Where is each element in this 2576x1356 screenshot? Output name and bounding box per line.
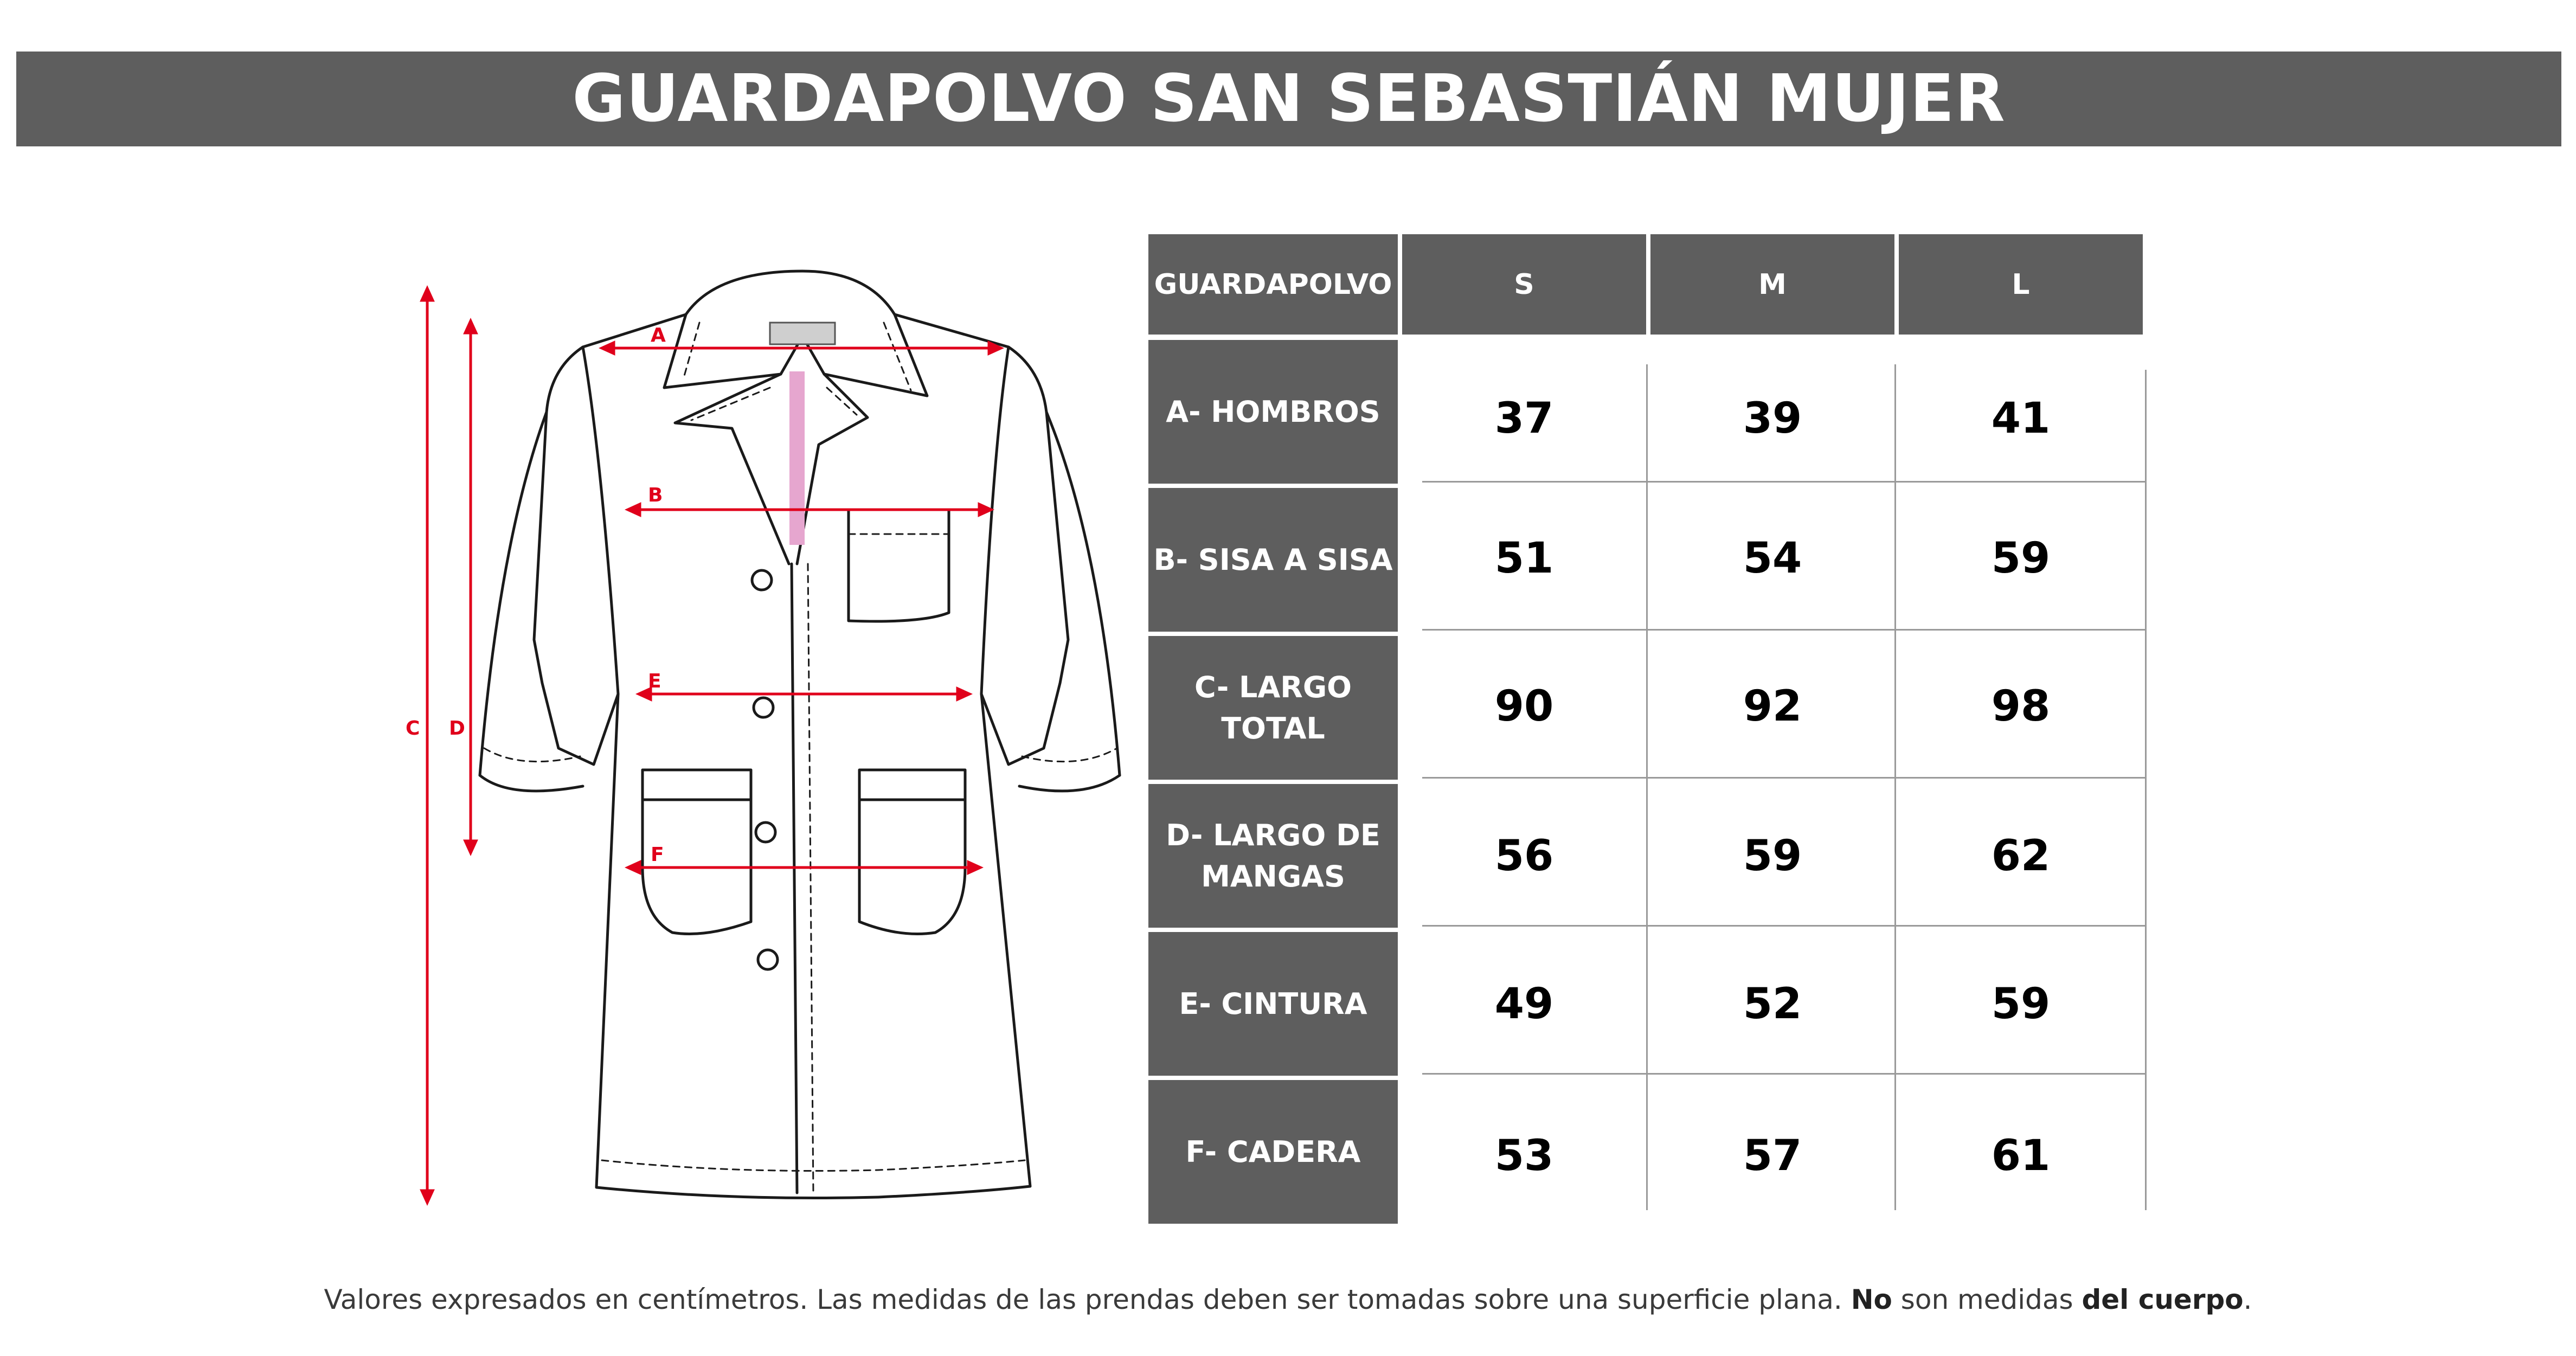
cell-a-s: 37	[1494, 394, 1554, 443]
measure-label-f: F	[651, 844, 664, 866]
cell-d-l: 62	[1991, 831, 2051, 881]
measure-label-c: C	[406, 717, 420, 740]
title-bar	[16, 52, 2561, 146]
size-header-s: S	[1402, 234, 1646, 335]
footnote-bold-cuerpo: del cuerpo	[2082, 1284, 2244, 1315]
cell-a-l: 41	[1991, 394, 2051, 443]
cell-e-m: 52	[1743, 979, 1802, 1029]
cell-d-s: 56	[1494, 831, 1554, 881]
grid-line	[2145, 370, 2147, 1210]
placket-strip	[789, 371, 805, 545]
cell-b-m: 54	[1743, 534, 1802, 583]
footnote-bold-no: No	[1851, 1284, 1892, 1315]
cell-e-l: 59	[1991, 979, 2051, 1029]
footnote-text: .	[2243, 1284, 2252, 1315]
measure-label-b: B	[648, 484, 663, 506]
row-label-largo-total: C- LARGO TOTAL	[1148, 636, 1398, 780]
row-label-cadera: F- CADERA	[1148, 1080, 1398, 1224]
grid-line	[1422, 777, 2146, 779]
lab-coat-diagram	[380, 239, 1160, 1225]
size-header-l: L	[1899, 234, 2143, 335]
cell-b-s: 51	[1494, 534, 1554, 583]
cell-f-m: 57	[1743, 1132, 1802, 1180]
cell-f-l: 61	[1991, 1132, 2051, 1180]
grid-line	[1646, 364, 1648, 1210]
row-label-cintura: E- CINTURA	[1148, 932, 1398, 1076]
size-header-m: M	[1650, 234, 1894, 335]
measure-label-d: D	[449, 717, 465, 740]
row-label-hombros: A- HOMBROS	[1148, 340, 1398, 484]
page-title: GUARDAPOLVO SAN SEBASTIÁN MUJER	[572, 61, 2006, 137]
cell-a-m: 39	[1743, 394, 1802, 443]
cell-c-m: 92	[1743, 682, 1802, 731]
measure-label-e: E	[648, 670, 661, 692]
cell-e-s: 49	[1494, 979, 1554, 1029]
row-label-sisa: B- SISA A SISA	[1148, 488, 1398, 632]
footnote-text: son medidas	[1892, 1284, 2082, 1315]
footnote-text: Valores expresados en centímetros. Las medidas de las prendas deben ser tomadas sobre una superficie plana.	[324, 1284, 1851, 1315]
brand-tag	[770, 323, 835, 344]
measure-label-a: A	[651, 324, 666, 346]
row-label-largo-mangas: D- LARGO DE MANGAS	[1148, 784, 1398, 928]
cell-c-l: 98	[1991, 682, 2051, 731]
grid-line	[1894, 364, 1896, 1210]
table-corner-header: GUARDAPOLVO	[1148, 234, 1398, 335]
cell-d-m: 59	[1743, 831, 1802, 881]
grid-line	[1422, 629, 2146, 631]
cell-c-s: 90	[1494, 682, 1554, 731]
cell-f-s: 53	[1494, 1132, 1554, 1180]
cell-b-l: 59	[1991, 534, 2051, 583]
footnote	[0, 1284, 2576, 1315]
